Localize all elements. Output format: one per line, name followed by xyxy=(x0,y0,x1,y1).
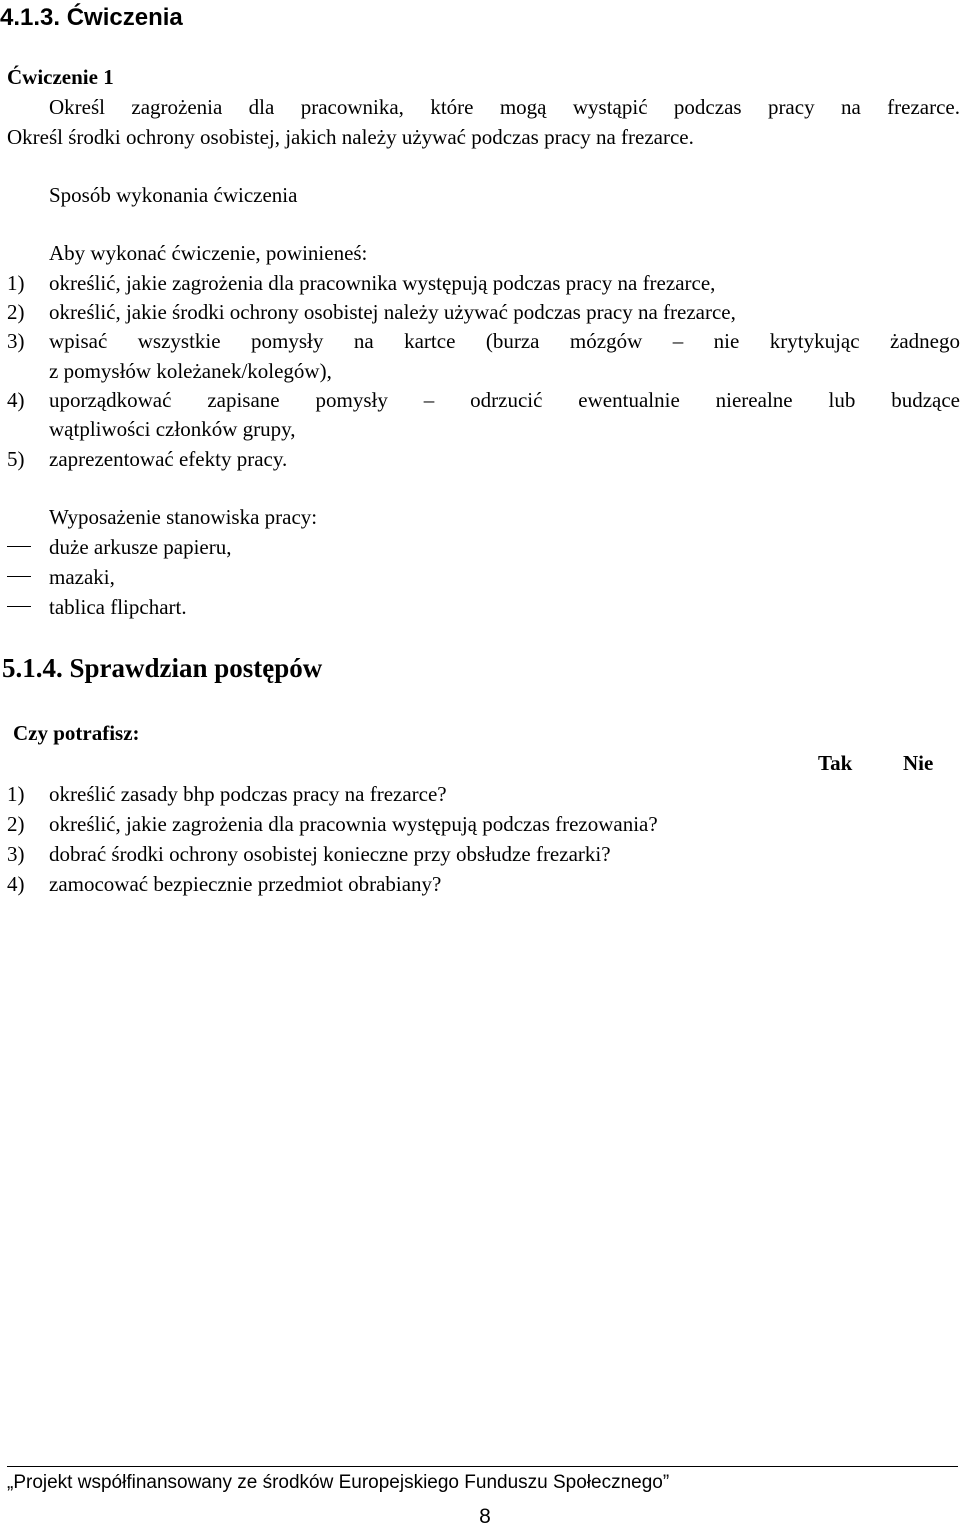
question-number: 1) xyxy=(7,782,25,806)
equipment-text: duże arkusze papieru, xyxy=(49,535,232,559)
equipment-heading: Wyposażenie stanowiska pracy: xyxy=(49,505,318,529)
step-number: 2) xyxy=(7,300,25,324)
step-text: zaprezentować efekty pracy. xyxy=(49,447,288,471)
check-heading: 5.1.4. Sprawdzian postępów xyxy=(2,653,323,683)
dash-bullet-icon xyxy=(7,576,31,577)
exercise-task-line-2: Określ środki ochrony osobistej, jakich należy używać podczas pracy na frezarce. xyxy=(7,125,694,149)
question-text: dobrać środki ochrony osobistej konieczne przy obsłudze frezarki? xyxy=(49,842,611,866)
equipment-text: tablica flipchart. xyxy=(49,595,187,619)
dash-bullet-icon xyxy=(7,606,31,607)
dash-bullet-icon xyxy=(7,546,31,547)
question-text: zamocować bezpiecznie przedmiot obrabiany? xyxy=(49,872,442,896)
step-number: 1) xyxy=(7,271,25,295)
equipment-text: mazaki, xyxy=(49,565,115,589)
column-header-yes: Tak xyxy=(818,751,853,775)
step-number: 5) xyxy=(7,447,25,471)
step-text: określić, jakie środki ochrony osobistej należy używać podczas pracy na frezarce, xyxy=(49,300,736,324)
step-text: określić, jakie zagrożenia dla pracownika występują podczas pracy na frezarce, xyxy=(49,271,716,295)
section-heading: 4.1.3. Ćwiczenia xyxy=(0,4,183,31)
question-number: 2) xyxy=(7,812,25,836)
step-text: uporządkować zapisane pomysły – odrzucić ewentualnie nierealne lub budzące xyxy=(49,388,960,412)
question-text: określić zasady bhp podczas pracy na frezarce? xyxy=(49,782,447,806)
check-subheading: Czy potrafisz: xyxy=(13,721,140,745)
step-text: z pomysłów koleżanek/kolegów), xyxy=(49,359,332,383)
footer-text: „Projekt współfinansowany ze środków Europejskiego Funduszu Społecznego” xyxy=(7,1472,670,1493)
steps-intro: Aby wykonać ćwiczenie, powinieneś: xyxy=(49,241,368,265)
step-text: wątpliwości członków grupy, xyxy=(49,417,296,441)
step-text: wpisać wszystkie pomysły na kartce (burza mózgów – nie krytykując żadnego xyxy=(49,329,960,353)
exercise-title: Ćwiczenie 1 xyxy=(7,65,114,89)
page-number: 8 xyxy=(479,1505,491,1528)
question-number: 4) xyxy=(7,872,25,896)
question-number: 3) xyxy=(7,842,25,866)
column-header-no: Nie xyxy=(903,751,934,775)
step-number: 3) xyxy=(7,329,25,353)
footer-divider xyxy=(7,1466,958,1467)
step-number: 4) xyxy=(7,388,25,412)
method-heading: Sposób wykonania ćwiczenia xyxy=(49,183,298,207)
exercise-task-line-1: Określ zagrożenia dla pracownika, które mogą wystąpić podczas pracy na frezarce. xyxy=(49,95,960,119)
question-text: określić, jakie zagrożenia dla pracownia występują podczas frezowania? xyxy=(49,812,658,836)
